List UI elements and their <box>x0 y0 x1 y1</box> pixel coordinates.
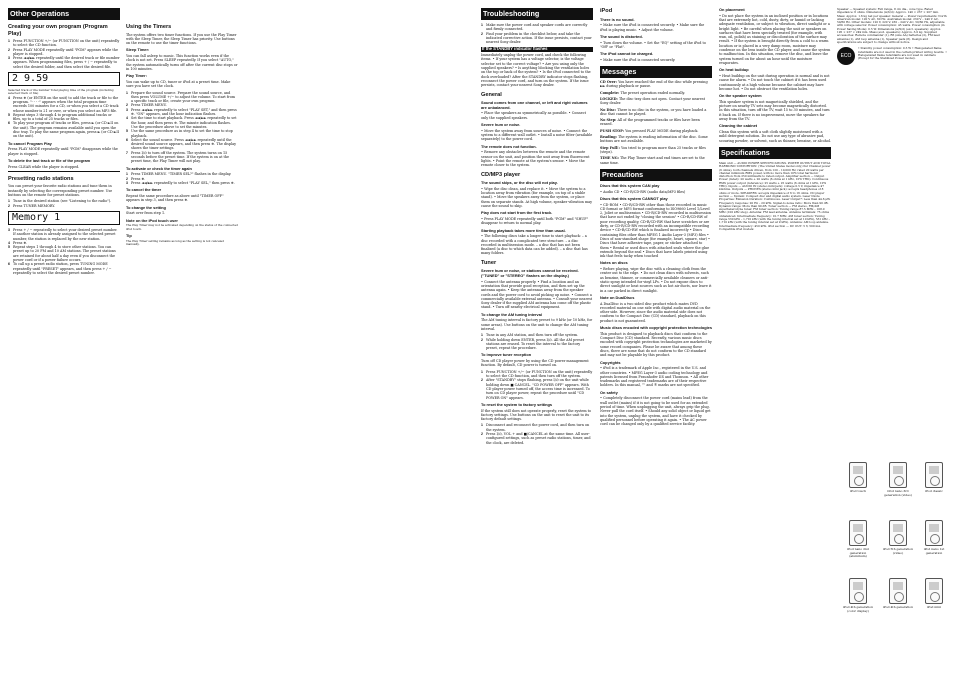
step-text: Use the same procedure as in step 4 to set the time to stop playback. <box>131 129 233 138</box>
text-specifications: Main unit — AUDIO POWER SPECIFICATIONS. POWER OUTPUT AND TOTAL HARMONIC DISTORTION: (The United States model only) Per Channel power (6 ohms), both channels driven, from 120 – 10,000 Hz; rated 20 watts per channel minimum RMS power, with no more than 10% total harmonic distortion from 250 milliwatts to rated output. Amplifier section — Output Power (rated): 20 watts + 20 watts (6 ohms at 1 kHz, 10% THD). Continuous RMS power output (reference): 25 watts + 25 watts (6 ohms at 1 kHz, 10% THD). Inputs — AUDIO IN (stereo mini jack): voltage 0.5 V, impedance 47 kilohms. Outputs — PHONES (stereo mini jack): accepts headphones of 8 ohms or more. SPEAKERS: accepts impedance of 6 to 16 ohms. CD player section — System: Compact disc and digital audio system. Laser Diode Properties: Emission Duration: Continuous. Laser Output*: Less than 44.6 μW. Frequency response: 20 Hz – 20 kHz. Signal-to-noise ratio: More than 90 dB. Dynamic range: More than 90 dB. Tuner section — FM stereo, FM/AM superheterodyne tuner. FM tuner section: Tuning range 87.5 MHz – 108.0 MHz (100 kHz step). Antenna: FM lead antenna. Antenna terminals: 75 ohms unbalanced. Intermediate frequency: 10.7 MHz. AM tuner section: Tuning range 530 kHz – 1,710 kHz (with the tuning interval set at 10 kHz), 531 kHz – 1,710 kHz (with the tuning interval set at 9 kHz). Antenna: AM loop antenna. Intermediate frequency: 450 kHz. iPod section — DC OUT: 5 V, 500 mA. Compatible iPod models: <box>719 160 831 231</box>
ipod-model-label: iPod 4th generation (color display) <box>842 605 874 613</box>
step-text: Press ⊕. <box>13 240 28 245</box>
message-item <box>600 108 712 117</box>
text-change-setting: Start over from step 1. <box>126 211 166 216</box>
step-item <box>8 245 120 262</box>
display-illustration-program: 2 9.59 <box>8 72 120 86</box>
heading-note-ipod-touch: Note on the iPod touch user <box>126 217 178 223</box>
step-text: Tune in the desired station (see "Listening to the radio"). <box>13 199 112 204</box>
am-steps <box>481 333 593 350</box>
text-improve-reception: Turn off CD player power by using the CD power management function. By default, CD power is turned on. <box>481 359 589 368</box>
heading-p7: On safety <box>600 389 618 395</box>
text-sleep-timer: You can fall asleep to music. This function works even if the clock is not set. Press SLEEP repeatedly. If you select "AUTO," the system automatically turns off after the current disc stops or in 100 minutes. <box>126 54 238 71</box>
step-number: 7 <box>126 150 128 155</box>
text-preset-intro: You can preset your favorite radio stations and tune them in instantly by selecting the corresponding preset number. Use buttons on the remote for preset stations. <box>8 184 113 198</box>
step-number: 3 <box>8 56 10 61</box>
section-header-troubleshooting: Troubleshooting <box>481 8 593 20</box>
step-item <box>8 262 120 275</box>
text-play-timer: You can wake up to CD, tuner or iPod at a preset time. Make sure you have set the clock. <box>126 79 231 89</box>
message-key: PUSH STOP: <box>600 128 626 133</box>
step-number: 3 <box>126 107 128 112</box>
step-item <box>126 151 238 164</box>
column-ipod-messages-precautions <box>600 8 712 667</box>
step-number: 1 <box>8 39 10 43</box>
eco-logo-icon: ECO <box>837 47 855 65</box>
step-text: Press TUNER MEMORY. <box>13 203 56 208</box>
heading-speaker-system: On the speaker system <box>719 93 762 99</box>
play-timer-steps <box>126 91 238 164</box>
heading-tuner: Tuner <box>481 259 497 266</box>
message-item <box>600 91 712 95</box>
message-item <box>600 146 712 155</box>
step-item <box>8 228 120 241</box>
text-p3: • Before playing, wipe the disc with a cleaning cloth from the center out to the edge. • Do not clean discs with solvents, such as benzine, thinner, or commercially available cleaners or anti-static spray intended for vinyl LPs. • Do not expose discs to direct sunlight or heat sources such as hot air ducts, nor leave it in a car parked in direct sunlight. <box>600 267 712 293</box>
ipod-model <box>918 578 950 610</box>
text-delete-track: Press CLEAR while the player is stopped. <box>8 164 80 169</box>
text-eco: • Standby power consumption: 0.5 W • Halogenated flame retardants are not used in the certain printed wiring boards. • Halogenated flame retardants are not used in cabinets (Except for the Stabilized Power model). <box>858 46 947 61</box>
heading-factory-reset: To reset the system to factory settings <box>481 401 553 407</box>
ipod-icon <box>849 462 867 488</box>
step-text: Make sure the power cord and speaker cords are correctly and firmly connected. <box>486 23 588 32</box>
ipod-icon <box>925 578 943 604</box>
divider <box>8 171 120 172</box>
heading-g2: Severe hum or noise. <box>481 122 521 128</box>
heading-program-play: Creating your own program (Program Play) <box>8 24 108 37</box>
heading-change-setting: To change the setting <box>126 204 166 210</box>
heading-delete-track: To delete the last track or file of the program <box>8 157 91 163</box>
text-p5: This product is designed to playback discs that conform to the Compact Disc (CD) standard. Recently, various music discs encoded with copyright protection technologies are marketed by some record companies. Please be aware that among these discs, there are some that do not conform to the CD standard and may not be playable by this product. <box>600 331 712 358</box>
column-speaker-general <box>837 8 947 667</box>
text-speaker-general-specs: Speaker — Speaker system: Full range, 8 cm dia., cone type. Rated impedance: 6 ohms. Dimensions (w/h/d): Approx. 140 × 237 × 207 mm. Mass: Approx. 1.6 kg net per speaker. General — Power requirements: North American model: 120 V AC, 60 Hz. Australian model: 230 V – 240 V AC, 50/60 Hz. Other models: 120 V, 220 V, 230 – 240 V AC, 50/60 Hz, adjustable with voltage selector. Power consumption: 45 watts. Power consumption (in Power Saving Mode): 0.5 W. Dimensions (w/h/d) (excl. speakers): Approx. 195 × 237 × 249 mm. Mass (excl. speakers): Approx. 3.0 kg. Supplied accessories: Remote commander (1), R6 (size AA) batteries (2), FM lead antenna (1), AM loop antenna (1), Speaker pads (8). Design and specifications are subject to change without notice. <box>837 8 947 44</box>
ipod-model-label: iPod 4th generation <box>882 605 914 609</box>
step-text: Press I/⏻ to turn off the system. The system turns on 15 seconds before the preset time. If the system is on at the preset time, the Play Timer will not play. <box>131 150 230 164</box>
step-number: 1 <box>126 172 128 177</box>
ipod-model <box>918 520 950 555</box>
heading-p2: Discs that this system CANNOT play <box>600 195 668 201</box>
step-text: Press ◄◄/►► repeatedly to select "PLAY SEL," then press ⊕. <box>131 180 235 185</box>
troubleshoot-steps <box>481 23 593 44</box>
messages-list <box>600 80 712 165</box>
text-placement: • Do not place the system in an inclined position or in locations that are extremely hot, cold, dusty, dirty, or humid or lacking adequate ventilation, or subject to vibration, direct sunlight or a bright light. • Be careful when placing the unit or speakers on surfaces that have been specially treated (for example, with wax, oil, polish) as staining or discoloration of the surface may result. • If the system is brought directly from a cold to a warm location or is placed in a very damp room, moisture may condense on the lens inside the CD player, and cause the system to malfunction. In this situation, remove the disc, and leave the system turned on for about an hour until the moisture evaporates. <box>719 13 831 65</box>
text-cd3: • The following discs take a longer time to start playback: – a disc recorded with a complicated tree structure. – a disc recorded in multisession mode. – a disc that has not been finalized (a disc to which data can be added). – a disc that has many folders. <box>481 234 588 256</box>
text-speaker-system: This speaker system is not magnetically shielded, and the picture on nearby TV sets may become magnetically distorted. In this situation, turn off the TV, wait 15 to 30 minutes, and turn it back on. If there is no improvement, move the speakers far away from the TV. <box>719 99 830 122</box>
message-key: Step Full!: <box>600 145 622 150</box>
text-cancel-timer: Repeat the same procedure as above until "TIMER OFF" appears in step 3, and then press ⊕. <box>126 193 224 203</box>
text-p2: • CD-ROM • CD-R/CD-RW other than those recorded in music CD format or MP3 format conforming to ISO9660 Level 1/Level 2, Joliet or multisession • CD-R/CD-RW recorded in multisession that have not ended by "closing the session" • CD-R/CD-RW of poor recording quality, CD-R/CD-RW that have scratches or are dirty, or CD-R/CD-RW recorded with an incompatible recording device • CD-R/CD-RW which is finalized incorrectly • Discs containing files other than MPEG 1 Audio Layer-3 (MP3) files • Discs of non-standard shape (for example, heart, square, star) • Discs that have adhesive tape, paper, or sticker attached to them • Rental or used discs with attached seals where the glue extends beyond the seal • Discs that have labels printed using ink that feels tacky when touched <box>600 202 711 259</box>
heading-i3: The iPod cannot be charged. <box>600 51 654 57</box>
step-text: Press FUNCTION +/− (or FUNCTION on the unit) repeatedly to select the CD function, and then turn off the system. <box>486 369 593 379</box>
ipod-model-label: iPod classic <box>925 489 943 493</box>
step-text: To play your program of tracks or files, press ► (or CD ►II on the unit). The program remains available until you open the disc tray. To play the same program again, press ► (or CD ►II on the unit). <box>13 121 120 139</box>
message-text: All of the programmed tracks or files have been erased. <box>600 118 700 127</box>
message-text: The preset operation ended normally. <box>620 90 686 95</box>
message-item <box>600 80 712 89</box>
step-number: 6 <box>126 137 128 142</box>
step-item <box>126 108 238 117</box>
message-key: Complete: <box>600 90 621 95</box>
step-item <box>481 378 593 399</box>
heading-cancel-program: To cancel Program Play <box>8 140 52 146</box>
step-text: Press TIMER MENU. "TIMER SEL?" flashes in the display. <box>131 172 232 177</box>
step-number: 5 <box>8 112 10 117</box>
text-tip: The Play Timer setting remains as long as the setting is not canceled manually. <box>126 238 225 246</box>
heading-p5: Music discs encoded with copyright protection technologies <box>600 325 712 331</box>
text-cleaning: Clean this system with a soft cloth slightly moistened with a mild detergent solution. Do not use any type of abrasive pad, scouring powder, or solvent, such as thinner, benzine, or alcohol. <box>719 130 831 143</box>
text-cancel-program: Press PLAY MODE repeatedly until "PGM" disappears while the player is stopped. <box>8 147 118 156</box>
step-text: Press ◄◄/►► repeatedly until the desired track or file number appears. When programming files, press + / − repeatedly to select the desired folder, and then select the desired file. <box>13 56 120 69</box>
step-number: 2 <box>8 203 10 208</box>
text-t1: • Connect the antenna properly. • Find a location and an orientation that provide good reception, and then set up the antenna again. • Keep the antennas away from the speaker cords and the power cord to avoid picking up noise. • Connect a commercially available external antenna. • Consult your nearest Sony dealer if the supplied AM antenna has come off the plastic stand. • Turn off nearby electrical equipment. <box>481 279 593 310</box>
step-number: 1 <box>481 423 483 428</box>
column-timers <box>126 8 238 667</box>
heading-tip: Tip <box>126 232 132 238</box>
text-heat: • Heat buildup on the unit during operation is normal and is not cause for alarm. • Do not touch the cabinet if it has been used continuously at a high volume because the cabinet may have become hot. • Do not obstruct the ventilation holes. <box>719 73 830 91</box>
step-number: 2 <box>126 103 128 108</box>
message-item <box>600 129 712 133</box>
activate-steps <box>126 172 238 185</box>
step-number: 2 <box>481 378 483 383</box>
message-key: Reading: <box>600 135 619 140</box>
heading-sleep-timer: Sleep Timer: <box>126 47 150 53</box>
step-item <box>126 129 238 138</box>
step-text: Press ⊕ (or ENTER on the unit) to add the track or file to the program. "- - - -" appears when the total program time exceeds 100 minutes for a CD, or when you select a CD track whose number is 21 or over, or when you select an MP3 file. <box>13 95 119 113</box>
ipod-model <box>882 578 914 610</box>
heading-p4: Note on DualDiscs <box>600 294 635 300</box>
text-i2: • Turn down the volume. • Set the "EQ" setting of the iPod to "Off" or "Flat". <box>600 40 706 49</box>
step-number: 5 <box>8 245 10 250</box>
step-number: 6 <box>8 121 10 126</box>
step-number: 6 <box>8 262 10 267</box>
step-number: 4 <box>8 95 10 100</box>
section-header-specifications: Specifications <box>719 147 831 159</box>
program-steps-b <box>8 96 120 139</box>
step-item <box>8 204 120 208</box>
heading-cd2: Play does not start from the first track. <box>481 210 553 216</box>
ipod-icon <box>889 520 907 546</box>
heading-p1: Discs that this system CAN play <box>600 182 660 188</box>
section-header-precautions: Precautions <box>600 169 712 181</box>
column-other-operations <box>8 8 120 667</box>
step-item <box>8 113 120 122</box>
ipod-icon <box>925 520 943 546</box>
text-note-ipod-touch: The Play Timer may not be activated depending on the status of the connected iPod touch. <box>126 223 238 231</box>
ipod-icon <box>889 462 907 488</box>
step-text: Find your problem in the checklist below, and take the indicated corrective action. If the issue persists, contact your nearest Sony dealer. <box>486 31 592 45</box>
message-item <box>600 156 712 165</box>
ipod-model <box>842 578 874 613</box>
text-g1: • Place the speakers as symmetrically as possible. • Connect only the supplied speakers. <box>481 111 586 120</box>
step-number: 2 <box>481 31 483 36</box>
step-number: 2 <box>481 337 483 342</box>
heading-improve-reception: To improve tuner reception <box>481 352 532 358</box>
step-item <box>126 138 238 151</box>
heading-play-timer: Play Timer: <box>126 73 147 79</box>
heading-t1: Severe hum or noise, or stations cannot be received. ("TUNED" or "STEREO" flashes on the display.) <box>481 268 579 278</box>
text-p4: A DualDisc is a two sided disc product which mates DVD recorded material on one side with digital audio material on the other side. However, since the audio material side does not conform to the Compact Disc (CD) standard, playback on this product is not guaranteed. <box>600 301 711 323</box>
heading-using-timers: Using the Timers <box>126 24 172 30</box>
step-number: 2 <box>126 176 128 181</box>
ipod-icon <box>849 520 867 546</box>
step-number: 3 <box>8 227 10 232</box>
step-number: 2 <box>8 47 10 52</box>
step-number: 2 <box>481 432 483 437</box>
step-item <box>8 48 120 57</box>
ipod-model-label: iPod nano 1st generation <box>923 547 945 555</box>
heading-cd1: The sound skips, or the disc will not play. <box>481 180 558 186</box>
message-key: No Step: <box>600 118 618 123</box>
step-number: 1 <box>481 369 483 374</box>
heading-general: General <box>481 91 502 98</box>
reset-steps <box>481 423 593 444</box>
message-text: The Play Timer start and end times are set to the same time. <box>600 156 705 165</box>
text-factory-reset: If the system still does not operate properly, reset the system to factory settings. Use buttons on the unit to reset the unit to its factory default settings. <box>481 408 592 422</box>
step-text: Press ◄◄/►► repeatedly to select "PLAY SET," and then press ⊕. "ON" appears, and the hour indication flashes. <box>131 107 237 117</box>
text-am-interval: The AM tuning interval is factory preset to 9 kHz (or 10 kHz, for some areas). Use buttons on the unit to change the AM tuning interval. <box>481 318 593 331</box>
ipod-icon <box>925 462 943 488</box>
step-number: 4 <box>126 116 128 121</box>
ipod-model <box>842 520 874 559</box>
step-item <box>8 39 120 48</box>
column-troubleshooting <box>481 8 593 667</box>
preset-steps-a <box>8 199 120 208</box>
step-item <box>8 96 120 113</box>
step-text: After "STANDBY" stops flashing, press I/⏻ on the unit while holding down ■ CANCEL. "CD POWER OFF" appears. With CD player power turned off, the access time is increased. To turn on CD player power, repeat the procedure until "CD POWER ON" appears. <box>486 378 590 400</box>
step-item <box>126 181 238 185</box>
step-text: Repeat steps 1 through 4 to store other stations. You can preset up to 20 FM and 10 AM stations. The preset stations are retained for about half a day even if you disconnect the power cord or if a power failure occurs. <box>13 245 116 262</box>
message-key: No Disc: <box>600 107 618 112</box>
ipod-model <box>918 462 950 494</box>
text-cd1: • Wipe the disc clean, and replace it. • Move the system to a location away from vibration (for example, on top of a stable stand). • Move the speakers away from the system, or place them on separate stands. At high volume, speaker vibration may cause the sound to skip. <box>481 186 593 208</box>
step-text: Select the sound source. Press ◄◄/►► repeatedly until the desired sound source appears, and then press ⊕. The display shows the timer settings. <box>131 137 237 151</box>
step-text: Press FUNCTION +/− (or FUNCTION on the unit) repeatedly to select the CD function. <box>13 39 120 48</box>
section-header-messages: Messages <box>600 66 712 78</box>
step-item <box>481 338 593 351</box>
ipod-model-label: iPod nano 3rd generation (video) <box>884 489 912 497</box>
message-key: LOCKED: <box>600 96 619 101</box>
text-p6: • iPod is a trademark of Apple Inc., registered in the U.S. and other countries. • MPEG Layer-3 audio coding technology and patents licensed from Fraunhofer IIS and Thomson. • All other trademarks and registered trademarks are of their respective holders. In this manual, ™ and ® marks are not specified. <box>600 366 709 388</box>
heading-g3: The remote does not function. <box>481 143 537 149</box>
step-text: Tune in any AM station, and then turn off the system. <box>486 333 579 338</box>
step-item <box>126 116 238 129</box>
text-p1: • Audio CD • CD-R/CD-RW (audio data/MP3 files) <box>600 189 686 194</box>
text-i1: • Make sure the iPod is connected securely. • Make sure the iPod is playing music. • Adjust the volume. <box>600 23 705 32</box>
heading-i2: The sound is distorted. <box>600 33 643 39</box>
message-item <box>600 97 712 106</box>
ipod-model-label: iPod 5th generation (video) <box>882 547 914 555</box>
step-text: Press I/⏻, VOL + and ■/CANCEL at the same time. All user-configured settings, such as preset radio stations, timer, and the clock, are deleted. <box>486 432 591 445</box>
ipod-model-label: iPod nano 2nd generation (aluminum) <box>847 547 869 559</box>
step-text: Press TIMER MENU. <box>131 103 168 108</box>
step-text: While holding down ENTER, press I/⏻. All the AM preset stations are erased. To reset the interval to the factory preset, repeat the procedure. <box>486 337 585 351</box>
display-caption: Selected track or file number Total playing time of the program (including selected track or file) <box>8 88 114 96</box>
text-standby-flashes: Immediately unplug the power cord, and check the following items. • If your system has a voltage selector, is the voltage selector set to the correct voltage? • Are you using only the supplied speakers? • Is anything blocking the ventilation holes on the top or back of the system? • Is the iPod connected to the dock overloaded? After the STANDBY indicator stops flashing, reconnect the power cord, and turn on the system. If the issue persists, contact your nearest Sony dealer. <box>481 53 591 88</box>
ipod-model-label: iPod touch <box>849 489 867 493</box>
heading-i1: There is no sound. <box>600 16 635 22</box>
display-illustration-memory: Memory 1 <box>8 211 120 225</box>
message-text: The disc tray does not open. Contact your nearest Sony dealer. <box>600 96 706 106</box>
step-text: Press PLAY MODE repeatedly until "PGM" appears while the player is stopped. <box>13 47 118 56</box>
heading-cd3: Starting playback takes more time than usual. <box>481 227 566 233</box>
heading-p6: Copyrights <box>600 359 621 365</box>
heading-placement: On placement <box>719 8 745 12</box>
message-key: CD Over: <box>600 80 619 85</box>
step-number: 1 <box>481 333 483 338</box>
ipod-model <box>882 520 914 555</box>
step-number: 1 <box>481 23 483 27</box>
eco-block <box>837 47 947 65</box>
message-text: You pressed PLAY MODE during playback. <box>625 128 699 133</box>
text-timers-intro: The system offers two timer functions. If you use the Play Timer with the Sleep Timer, the Sleep Timer has priority. Use buttons on the remote to use the timer functions. <box>126 32 237 46</box>
power-steps <box>481 370 593 400</box>
message-text: You have reached the end of the disc while pressing ►► during playback or pause. <box>600 80 708 89</box>
step-item <box>481 423 593 432</box>
section-header-other-operations: Other Operations <box>8 8 120 20</box>
step-item <box>481 32 593 45</box>
column-placement-specifications <box>719 8 831 667</box>
step-number: 4 <box>8 240 10 245</box>
heading-heat: On heat buildup <box>719 67 749 73</box>
step-item <box>8 56 120 69</box>
message-item <box>600 118 712 127</box>
step-text: Press + / − repeatedly to select your desired preset number. If another station is already assigned to the selected preset number, the station is replaced by the new station. <box>13 227 118 241</box>
preset-steps-b <box>8 228 120 275</box>
text-cd2: • Press PLAY MODE repeatedly until both "PGM" and "SHUF" disappear to return to normal play. <box>481 216 589 226</box>
text-g2: • Move the system away from sources of noise. • Connect the system to a different wall outlet. • Install a noise filter (available separately) to the power cord. <box>481 128 593 142</box>
message-item <box>600 135 712 144</box>
text-i3: • Make sure the iPod is connected securely. <box>600 57 676 62</box>
message-text: You tried to program more than 25 tracks or files (steps). <box>600 145 706 154</box>
heading-p3: Notes on discs <box>600 260 628 266</box>
message-text: There is no disc in the system, or you have loaded a disc that cannot be played. <box>600 107 707 116</box>
ipod-icon <box>889 578 907 604</box>
message-key: TIME NG: <box>600 156 621 161</box>
step-item <box>8 121 120 138</box>
step-item <box>126 91 238 104</box>
ipod-model <box>882 462 914 497</box>
step-text: Prepare the sound source. Prepare the sound source, and then press VOLUME +/− to adjust the volume. To start from a specific track or file, create your own program. <box>131 90 235 104</box>
heading-ipod: iPod <box>600 8 613 14</box>
program-steps-a <box>8 39 120 69</box>
heading-cleaning: Cleaning the cabinet <box>719 123 758 129</box>
step-number: 5 <box>126 129 128 134</box>
text-p7: • Completely disconnect the power cord (mains lead) from the wall outlet (mains) if it is not going to be used for an extended period of time. When unplugging the unit, always grip the plug. Never pull the cord itself. • Should any solid object or liquid get into the system, unplug the system, and have it checked by qualified personnel before operating it again. • The AC power cord can be changed only by a qualified service facility. <box>600 396 711 427</box>
step-text: Repeat steps 3 through 4 to program additional tracks or files, up to a total of 25 tracks or files. <box>13 112 112 122</box>
ipod-model <box>842 462 874 494</box>
heading-preset-radio: Presetting radio stations <box>8 175 74 182</box>
text-g3: • Remove any obstacles between the remote and the remote sensor on the unit, and position the unit away from fluorescent lights. • Point the remote at the system's sensor. • Move the remote closer to the system. <box>481 150 590 168</box>
heading-activate-timer: To activate or check the timer again <box>126 165 192 171</box>
heading-am-interval: To change the AM tuning interval <box>481 311 542 317</box>
step-text: To call up a preset radio station, press TUNING MODE repeatedly until "PRESET" appears, and then press + / − repeatedly to select the desired preset number. <box>13 262 112 275</box>
step-text: Press ⊕. <box>131 176 146 181</box>
message-text: The system is reading information of the disc. Some buttons are not available. <box>600 135 708 144</box>
heading-g1: Sound comes from one channel, or left and right volumes are unbalanced. <box>481 100 588 110</box>
step-number: 3 <box>126 180 128 185</box>
step-text: Disconnect and reconnect the power cord, and then turn on the system. <box>486 423 590 432</box>
step-number: 1 <box>8 199 10 204</box>
step-item <box>481 432 593 445</box>
ipod-icon <box>849 578 867 604</box>
heading-cancel-timer: To cancel the timer <box>126 187 162 193</box>
step-text: Set the time to start playback. Press ◄◄/►► repeatedly to set the hour, and then press ⊕. The minute indication flashes. Use the procedure above to set the minutes. <box>131 116 237 129</box>
step-number: 1 <box>126 90 128 95</box>
step-item <box>481 370 593 379</box>
heading-standby-flashes: If the STANDBY indicator flashes <box>481 47 593 52</box>
ipod-model-label: iPod mini <box>926 605 942 609</box>
heading-cd-player: CD/MP3 player <box>481 171 521 178</box>
step-item <box>481 23 593 32</box>
